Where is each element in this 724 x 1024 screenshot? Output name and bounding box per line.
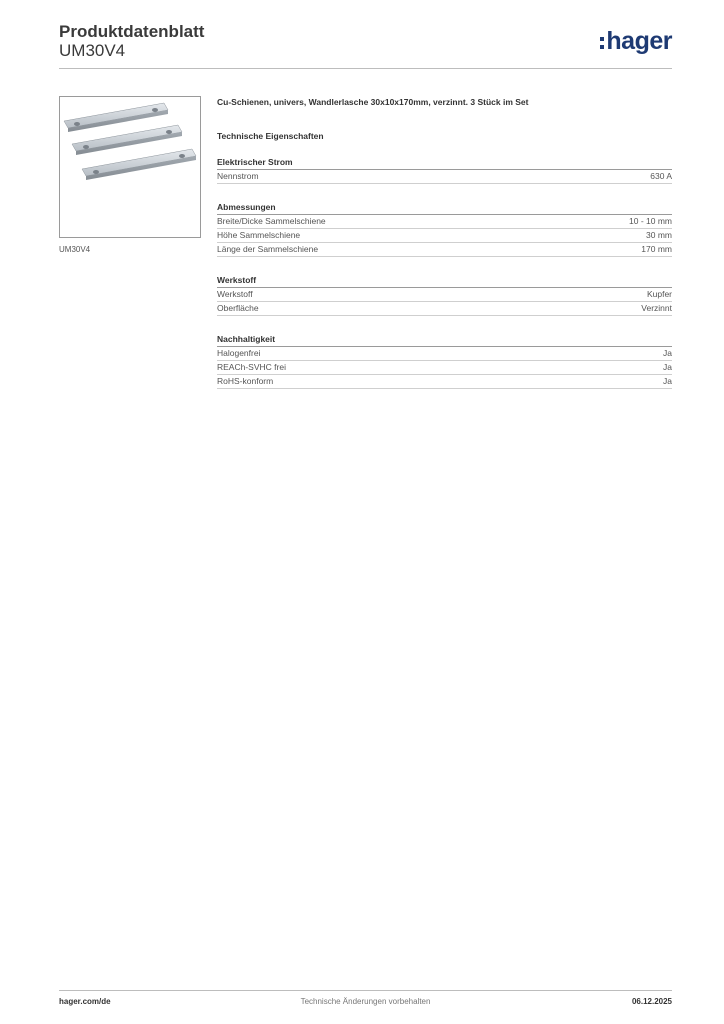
spec-value: Ja bbox=[663, 362, 672, 372]
document-title: Produktdatenblatt bbox=[59, 22, 205, 41]
spec-value: 10 - 10 mm bbox=[629, 216, 672, 226]
spec-label: REACh-SVHC frei bbox=[217, 362, 286, 372]
footer-divider bbox=[59, 990, 672, 991]
spec-value: 30 mm bbox=[646, 230, 672, 240]
spec-label: Werkstoff bbox=[217, 289, 253, 299]
spec-label: Breite/Dicke Sammelschiene bbox=[217, 216, 326, 226]
spec-value: 630 A bbox=[650, 171, 672, 181]
section-material bbox=[217, 274, 672, 316]
section-electric-current bbox=[217, 156, 672, 184]
spec-row bbox=[217, 288, 672, 302]
hager-logo bbox=[600, 28, 672, 54]
spec-label: Halogenfrei bbox=[217, 348, 261, 358]
page-footer bbox=[59, 997, 672, 1009]
logo-text: hager bbox=[606, 27, 672, 55]
spec-row bbox=[217, 302, 672, 316]
busbar-set-icon bbox=[60, 97, 200, 237]
spec-row bbox=[217, 243, 672, 257]
spec-label: Nennstrom bbox=[217, 171, 259, 181]
spec-label: Länge der Sammelschiene bbox=[217, 244, 319, 254]
spec-row bbox=[217, 361, 672, 375]
logo-dots-icon bbox=[600, 37, 604, 49]
spec-row bbox=[217, 347, 672, 361]
spec-value: Verzinnt bbox=[641, 303, 672, 313]
header-divider bbox=[59, 68, 672, 69]
section-title: Abmessungen bbox=[217, 201, 672, 215]
product-image bbox=[59, 96, 201, 238]
spec-label: Oberfläche bbox=[217, 303, 259, 313]
image-caption: UM30V4 bbox=[59, 245, 91, 254]
busbar-2 bbox=[72, 125, 182, 155]
footer-date: 06.12.2025 bbox=[631, 997, 672, 1006]
spec-label: RoHS-konform bbox=[217, 376, 274, 386]
busbar-1 bbox=[64, 103, 168, 132]
spec-label: Höhe Sammelschiene bbox=[217, 230, 301, 240]
product-code: UM30V4 bbox=[59, 41, 126, 60]
section-title: Nachhaltigkeit bbox=[217, 333, 672, 347]
footer-website-link[interactable]: hager.com/de bbox=[59, 997, 111, 1006]
spec-value: Ja bbox=[663, 376, 672, 386]
spec-row bbox=[217, 375, 672, 389]
spec-value: Kupfer bbox=[646, 289, 672, 299]
product-description: Cu-Schienen, univers, Wandlerlasche 30x10x170mm, verzinnt. 3 Stück im Set bbox=[217, 97, 529, 107]
page-header bbox=[59, 22, 672, 70]
footer-disclaimer: Technische Änderungen vorbehalten bbox=[300, 997, 431, 1006]
spec-row bbox=[217, 170, 672, 184]
spec-row bbox=[217, 215, 672, 229]
section-dimensions bbox=[217, 201, 672, 257]
section-title: Elektrischer Strom bbox=[217, 156, 672, 170]
spec-value: Ja bbox=[663, 348, 672, 358]
product-details bbox=[217, 96, 672, 389]
section-title: Werkstoff bbox=[217, 274, 672, 288]
section-sustainability bbox=[217, 333, 672, 389]
technical-properties-heading: Technische Eigenschaften bbox=[217, 131, 324, 141]
spec-row bbox=[217, 229, 672, 243]
spec-value: 170 mm bbox=[641, 244, 672, 254]
busbar-3 bbox=[82, 149, 196, 180]
